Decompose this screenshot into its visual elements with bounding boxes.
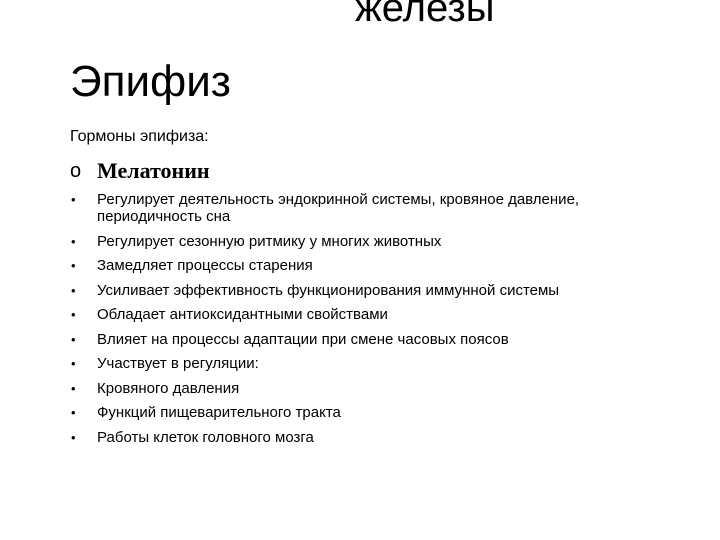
- page-subtitle: Гормоны эпифиза:: [70, 128, 209, 145]
- list-item-text: Регулирует деятельность эндокринной системы, кровяное давление, периодичность сна: [97, 191, 580, 225]
- list-item-text: Замедляет процессы старения: [97, 257, 313, 274]
- list-item: [70, 355, 670, 372]
- top-heading: железы: [355, 0, 495, 30]
- list-item-text: Кровяного давления: [97, 379, 240, 397]
- bullet-icon: •: [71, 356, 76, 371]
- circle-bullet-icon: o: [70, 159, 82, 182]
- bullet-icon: •: [71, 429, 76, 445]
- bullet-icon: •: [71, 307, 76, 322]
- bullet-icon: •: [71, 405, 76, 420]
- page-title: Эпифиз: [70, 57, 231, 106]
- list-item: [70, 429, 670, 446]
- section-label: Мелатонин: [97, 158, 210, 183]
- list-item-text: Регулирует сезонную ритмику у многих животных: [97, 232, 442, 250]
- list-item-text: Работы клеток головного мозга: [97, 428, 314, 446]
- list-item-text: Обладает антиоксидантными свойствами: [97, 306, 388, 323]
- bullet-icon: •: [71, 258, 76, 273]
- list-item: [70, 257, 670, 274]
- list-item: [70, 404, 670, 421]
- list-item: [70, 233, 670, 250]
- list-item-text: Участвует в регуляции:: [97, 355, 259, 372]
- section-heading: [70, 157, 210, 185]
- bullet-list: [70, 191, 670, 453]
- bullet-icon: •: [71, 233, 76, 249]
- bullet-icon: •: [71, 192, 76, 207]
- list-item-text: Влияет на процессы адаптации при смене часовых поясов: [97, 330, 509, 348]
- bullet-icon: •: [71, 380, 76, 396]
- list-item: [70, 282, 670, 299]
- list-item-text: Усиливает эффективность функционирования иммунной системы: [97, 281, 560, 299]
- bullet-icon: •: [71, 282, 76, 298]
- list-item-text: Функций пищеварительного тракта: [97, 404, 341, 421]
- list-item: [70, 331, 670, 348]
- list-item: [70, 380, 670, 397]
- list-item: [70, 306, 670, 323]
- bullet-icon: •: [71, 331, 76, 347]
- list-item: [70, 191, 670, 225]
